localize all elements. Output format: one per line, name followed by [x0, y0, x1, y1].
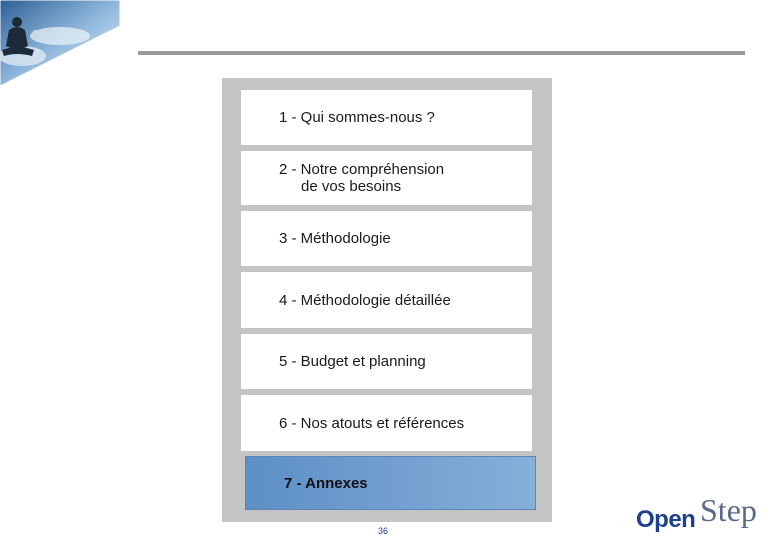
agenda-item-3[interactable]	[241, 211, 532, 266]
agenda-item-label: 2 - Notre compréhension	[279, 161, 445, 178]
agenda-item-label: 7 - Annexes	[284, 474, 368, 492]
agenda-item-label: 5 - Budget et planning	[279, 353, 426, 370]
logo-step-text: Step	[700, 492, 757, 528]
agenda-item-5[interactable]	[241, 334, 532, 389]
agenda-item-label: 6 - Nos atouts et références	[279, 414, 465, 432]
agenda-item-7-active[interactable]	[245, 456, 536, 510]
logo-open-text: Open	[636, 506, 696, 533]
agenda-item-1[interactable]	[241, 90, 532, 145]
header-rule	[138, 51, 745, 55]
agenda-item-sublabel: de vos besoins	[301, 178, 402, 195]
corner-photo	[0, 0, 120, 86]
page-number: 36	[377, 526, 388, 536]
agenda-item-label: 1 - Qui sommes-nous ?	[279, 109, 435, 126]
agenda-item-2[interactable]	[241, 151, 532, 205]
agenda-item-label: 3 - Méthodologie	[279, 230, 391, 247]
agenda-item-4[interactable]	[241, 272, 532, 328]
openstep-logo	[634, 492, 770, 536]
agenda-item-6[interactable]	[241, 395, 532, 451]
agenda-item-label: 4 - Méthodologie détaillée	[279, 291, 451, 309]
